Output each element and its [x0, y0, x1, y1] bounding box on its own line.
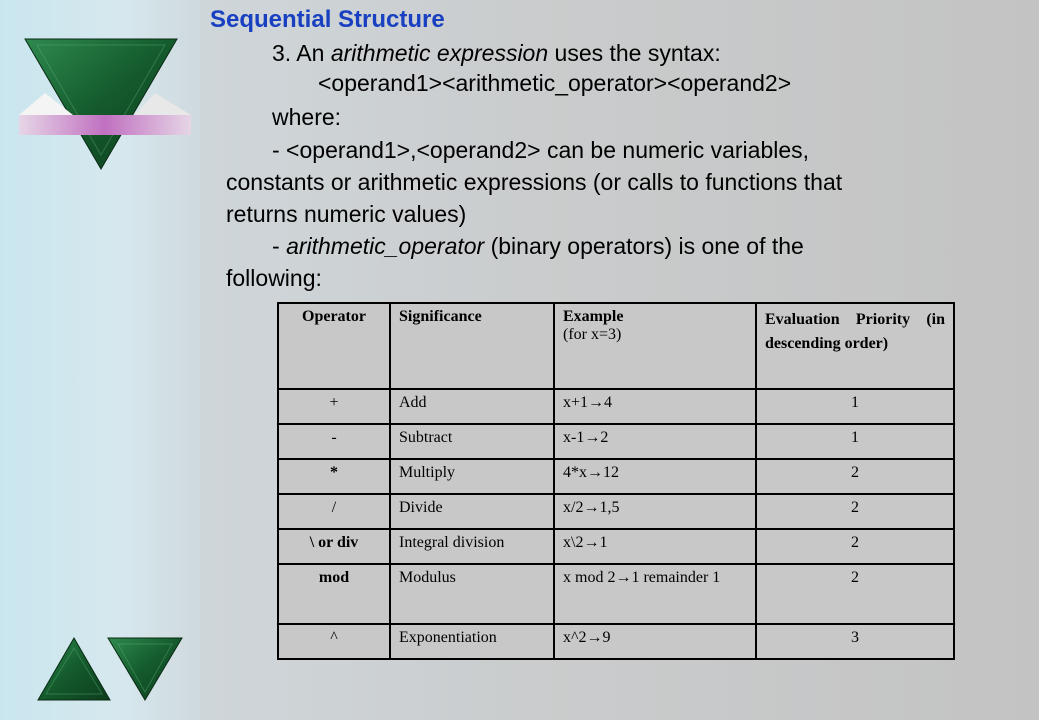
cell-example: x/2→1,5 [554, 494, 756, 529]
cell-significance: Modulus [390, 564, 554, 624]
text-line-7: - arithmetic_operator (binary operators) is one of the [272, 233, 804, 259]
cell-significance: Add [390, 389, 554, 424]
cell-example: x-1→2 [554, 424, 756, 459]
table-row [278, 624, 954, 659]
cell-priority: 2 [756, 494, 954, 529]
marble-triangle-small-up-icon [36, 636, 112, 702]
cell-priority: 2 [756, 529, 954, 564]
cell-example: 4*x→12 [554, 459, 756, 494]
cell-priority: 1 [756, 424, 954, 459]
table-row [278, 459, 954, 494]
table-row [278, 424, 954, 459]
cell-significance: Exponentiation [390, 624, 554, 659]
table-header-row [278, 303, 954, 389]
where-line: where: [272, 104, 342, 130]
cell-operator: - [278, 424, 390, 459]
header-example-title: Example [563, 308, 624, 325]
cell-operator: ^ [278, 624, 390, 659]
text-line-8: following: [226, 265, 322, 291]
table-row [278, 564, 954, 624]
operators-table [277, 302, 955, 660]
text-line-5: constants or arithmetic expressions (or calls to functions that [226, 169, 843, 195]
header-example-sub: (for x=3) [563, 326, 622, 343]
text-line-1: 3. An arithmetic expression uses the syntax: [272, 40, 721, 66]
header-priority: Evaluation Priority (in descending order) [756, 303, 954, 389]
slide-title: Sequential Structure [210, 6, 445, 33]
marble-triangle-small-down-icon [106, 636, 184, 702]
cell-operator: / [278, 494, 390, 529]
marble-triangle-icon [15, 35, 195, 175]
cell-significance: Integral division [390, 529, 554, 564]
header-operator: Operator [278, 303, 390, 389]
cell-significance: Subtract [390, 424, 554, 459]
cell-significance: Divide [390, 494, 554, 529]
text-line-4: - <operand1>,<operand2> can be numeric variables, [272, 137, 810, 163]
cell-example: x\2→1 [554, 529, 756, 564]
cell-significance: Multiply [390, 459, 554, 494]
header-example [554, 303, 756, 389]
cell-operator: \ or div [278, 529, 390, 564]
cell-example: x mod 2→1 remainder 1 [554, 564, 756, 624]
cell-example: x^2→9 [554, 624, 756, 659]
table-row [278, 389, 954, 424]
cell-priority: 1 [756, 389, 954, 424]
header-significance: Significance [390, 303, 554, 389]
table-row [278, 494, 954, 529]
cell-operator: * [278, 459, 390, 494]
cell-example: x+1→4 [554, 389, 756, 424]
cell-operator: mod [278, 564, 390, 624]
cell-operator: + [278, 389, 390, 424]
cell-priority: 2 [756, 459, 954, 494]
text-line-6: returns numeric values) [226, 201, 467, 227]
cell-priority: 2 [756, 564, 954, 624]
syntax-line: <operand1><arithmetic_operator><operand2> [318, 70, 792, 96]
cell-priority: 3 [756, 624, 954, 659]
table-row [278, 529, 954, 564]
